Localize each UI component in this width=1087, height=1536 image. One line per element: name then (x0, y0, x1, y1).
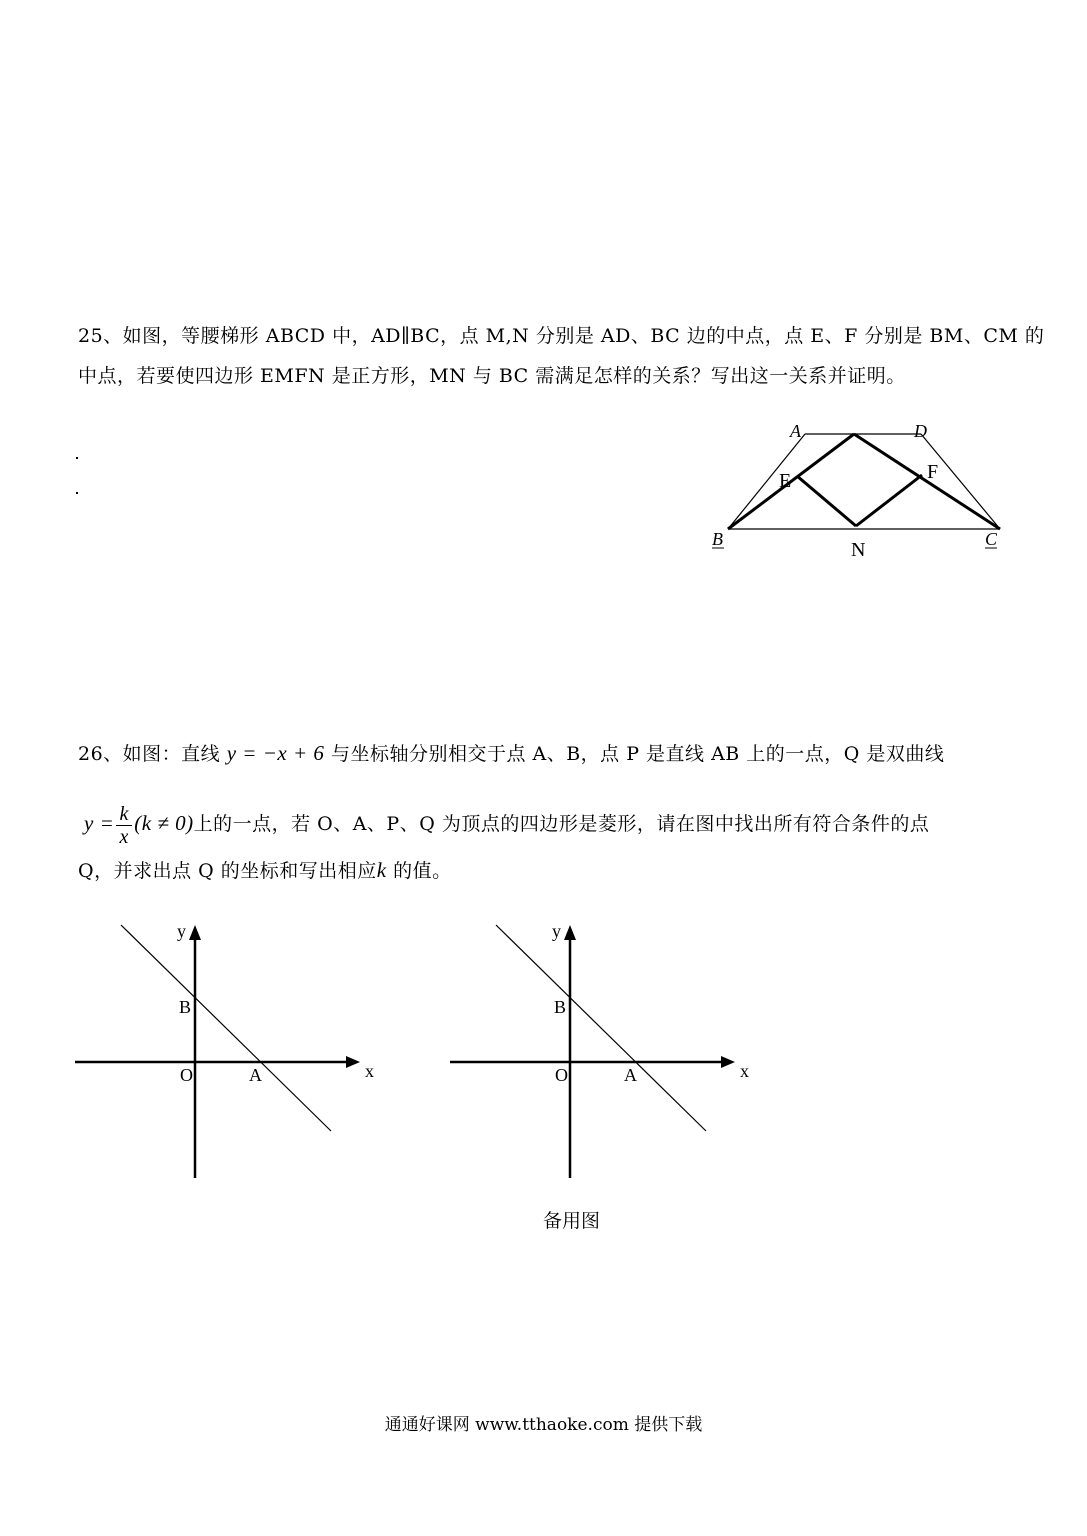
coordinate-graph-2 (435, 915, 775, 1190)
q26-line2-rest: 上的一点，若 O、A、P、Q 为顶点的四边形是菱形，请在图中找出所有符合条件的点 (193, 813, 930, 835)
point-b-label: B (179, 997, 192, 1017)
label-f: F (927, 461, 939, 483)
point-a-label: A (249, 1065, 262, 1085)
q26-fraction (116, 804, 132, 847)
x-axis-arrow-icon (346, 1056, 360, 1068)
q26-k-condition: (k ≠ 0) (134, 811, 194, 835)
q26-text-line2 (78, 793, 1012, 853)
coordinate-graph-1 (60, 915, 400, 1190)
q26-text-line3 (78, 858, 1012, 883)
label-d: D (914, 421, 927, 441)
q26-text-line1 (78, 741, 1012, 766)
q26-k-symbol: k (376, 858, 387, 882)
line-ab (496, 925, 706, 1131)
x-axis-arrow-icon (721, 1056, 735, 1068)
y-axis-arrow-icon (564, 925, 576, 940)
q26-fraction-numerator: k (119, 802, 129, 825)
page-footer: 通通好课网 www.tthaoke.com 提供下载 (384, 1415, 703, 1435)
q26-line1-rest: 与坐标轴分别相交于点 A、B，点 P 是直线 AB 上的一点，Q 是双曲线 (330, 743, 945, 765)
q26-line-equation: y = −x + 6 (226, 741, 325, 765)
stray-dot (76, 457, 78, 459)
q26-line3-b: 的值。 (393, 860, 452, 882)
y-axis-arrow-icon (189, 925, 201, 940)
y-axis-label: y (552, 921, 561, 941)
q26-prefix: 26、如图：直线 (78, 743, 221, 765)
line-ab (121, 925, 331, 1131)
x-axis-label: x (740, 1061, 749, 1081)
point-a-label: A (624, 1065, 637, 1085)
spare-figure-caption: 备用图 (543, 1210, 601, 1232)
label-a: A (790, 421, 801, 441)
label-b: B (712, 529, 723, 549)
segment-nf (856, 475, 922, 526)
label-n: N (851, 539, 866, 561)
q26-y-equals: y = (84, 811, 115, 835)
label-c: C (985, 529, 998, 549)
origin-label: O (180, 1065, 193, 1085)
label-e: E (779, 470, 792, 492)
trapezoid-figure (700, 415, 1020, 565)
q26-fraction-denominator: x (119, 825, 129, 848)
segment-en (797, 476, 856, 526)
x-axis-label: x (365, 1061, 374, 1081)
stray-dot (76, 492, 78, 494)
q25-text-line1: 25、如图，等腰梯形 ABCD 中，AD∥BC，点 M,N 分别是 AD、BC 边的中点，点 E、F 分别是 BM、CM 的 (78, 325, 1045, 347)
point-b-label: B (554, 997, 567, 1017)
y-axis-label: y (177, 921, 186, 941)
q25-text-line2: 中点，若要使四边形 EMFN 是正方形，MN 与 BC 需满足怎样的关系？写出这一关系并证明。 (78, 365, 906, 387)
origin-label: O (555, 1065, 568, 1085)
q26-line3-a: Q，并求出点 Q 的坐标和写出相应 (78, 860, 377, 882)
